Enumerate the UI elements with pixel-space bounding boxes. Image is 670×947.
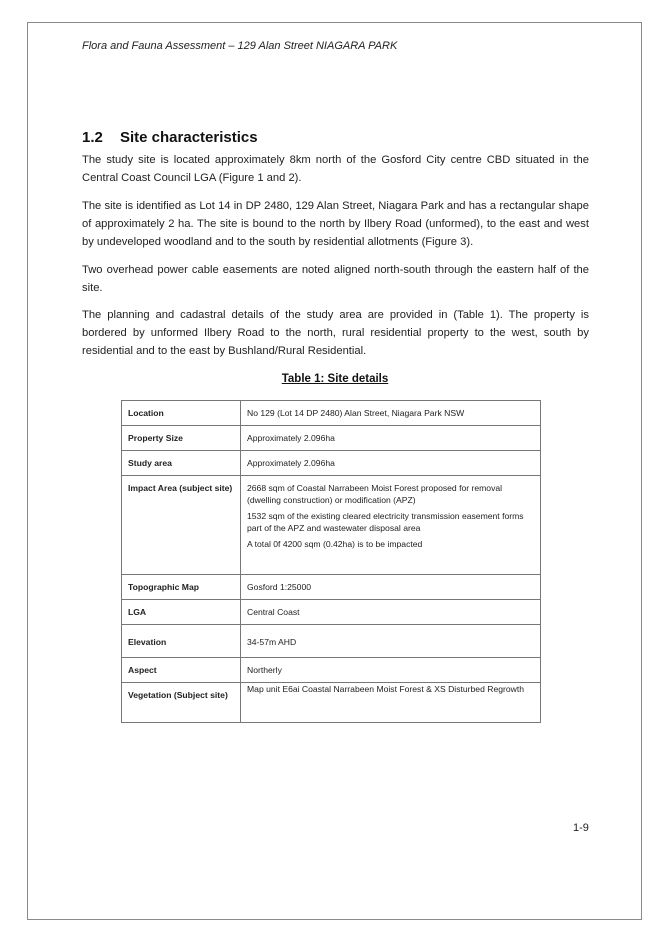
site-details-table (121, 400, 541, 723)
section-title: Site characteristics (120, 129, 258, 146)
row-label: Topographic Map (122, 575, 241, 600)
section-number: 1.2 (82, 129, 103, 146)
row-label: Property Size (122, 426, 241, 451)
row-value: 34-57m AHD (241, 625, 541, 658)
table-row (122, 575, 541, 600)
paragraph-planning-details: The planning and cadastral details of the study area are provided in (Table 1). The property is bordered by unformed Ilbery Road to the north, rural residential property to the west, south by residential and to the east by Bushland/Rural Residential. (82, 309, 589, 357)
row-label: Location (122, 401, 241, 426)
table-row (122, 451, 541, 476)
paragraph-location: The study site is located approximately 8km north of the Gosford City centre CBD situated in the Central Coast Council LGA (Figure 1 and 2). (82, 154, 589, 184)
running-header: Flora and Fauna Assessment – 129 Alan Street NIAGARA PARK (82, 40, 398, 52)
row-label: Study area (122, 451, 241, 476)
row-value: Gosford 1:25000 (241, 575, 541, 600)
table-caption: Table 1: Site details (281, 373, 389, 385)
table-row (122, 426, 541, 451)
row-value: Approximately 2.096ha (241, 451, 541, 476)
paragraph-lot-description: The site is identified as Lot 14 in DP 2480, 129 Alan Street, Niagara Park and has a rectangular shape of approximately 2 ha. The site is bound to the north by Ilbery Road (unformed), to the east and west by undeveloped woodland and to the south by residential allotments (Figure 3). (82, 200, 589, 248)
row-value (241, 476, 541, 575)
table-row (122, 401, 541, 426)
row-label: Impact Area (subject site) (122, 476, 241, 575)
row-value: No 129 (Lot 14 DP 2480) Alan Street, Niagara Park NSW (241, 401, 541, 426)
row-value: Northerly (241, 658, 541, 683)
paragraph-easements: Two overhead power cable easements are noted aligned north-south through the eastern half of the site. (82, 264, 589, 294)
table-row (122, 658, 541, 683)
row-value: Central Coast (241, 600, 541, 625)
row-label: Elevation (122, 625, 241, 658)
impact-line: 2668 sqm of Coastal Narrabeen Moist Forest proposed for removal (dwelling construction) or modification (APZ) (247, 483, 503, 505)
page-number: 1-9 (573, 822, 589, 834)
section-heading (82, 129, 258, 146)
impact-line: 1532 sqm of the existing cleared electricity transmission easement forms part of the APZ and wastewater disposal area (247, 511, 524, 533)
row-value: Map unit E6ai Coastal Narrabeen Moist Forest & XS Disturbed Regrowth (241, 683, 541, 723)
row-value: Approximately 2.096ha (241, 426, 541, 451)
table-row (122, 600, 541, 625)
row-label: Aspect (122, 658, 241, 683)
row-label: Vegetation (Subject site) (122, 683, 241, 723)
table-row (122, 625, 541, 658)
impact-line: A total 0f 4200 sqm (0.42ha) is to be impacted (247, 539, 423, 549)
row-label: LGA (122, 600, 241, 625)
table-row (122, 683, 541, 723)
table-row (122, 476, 541, 575)
